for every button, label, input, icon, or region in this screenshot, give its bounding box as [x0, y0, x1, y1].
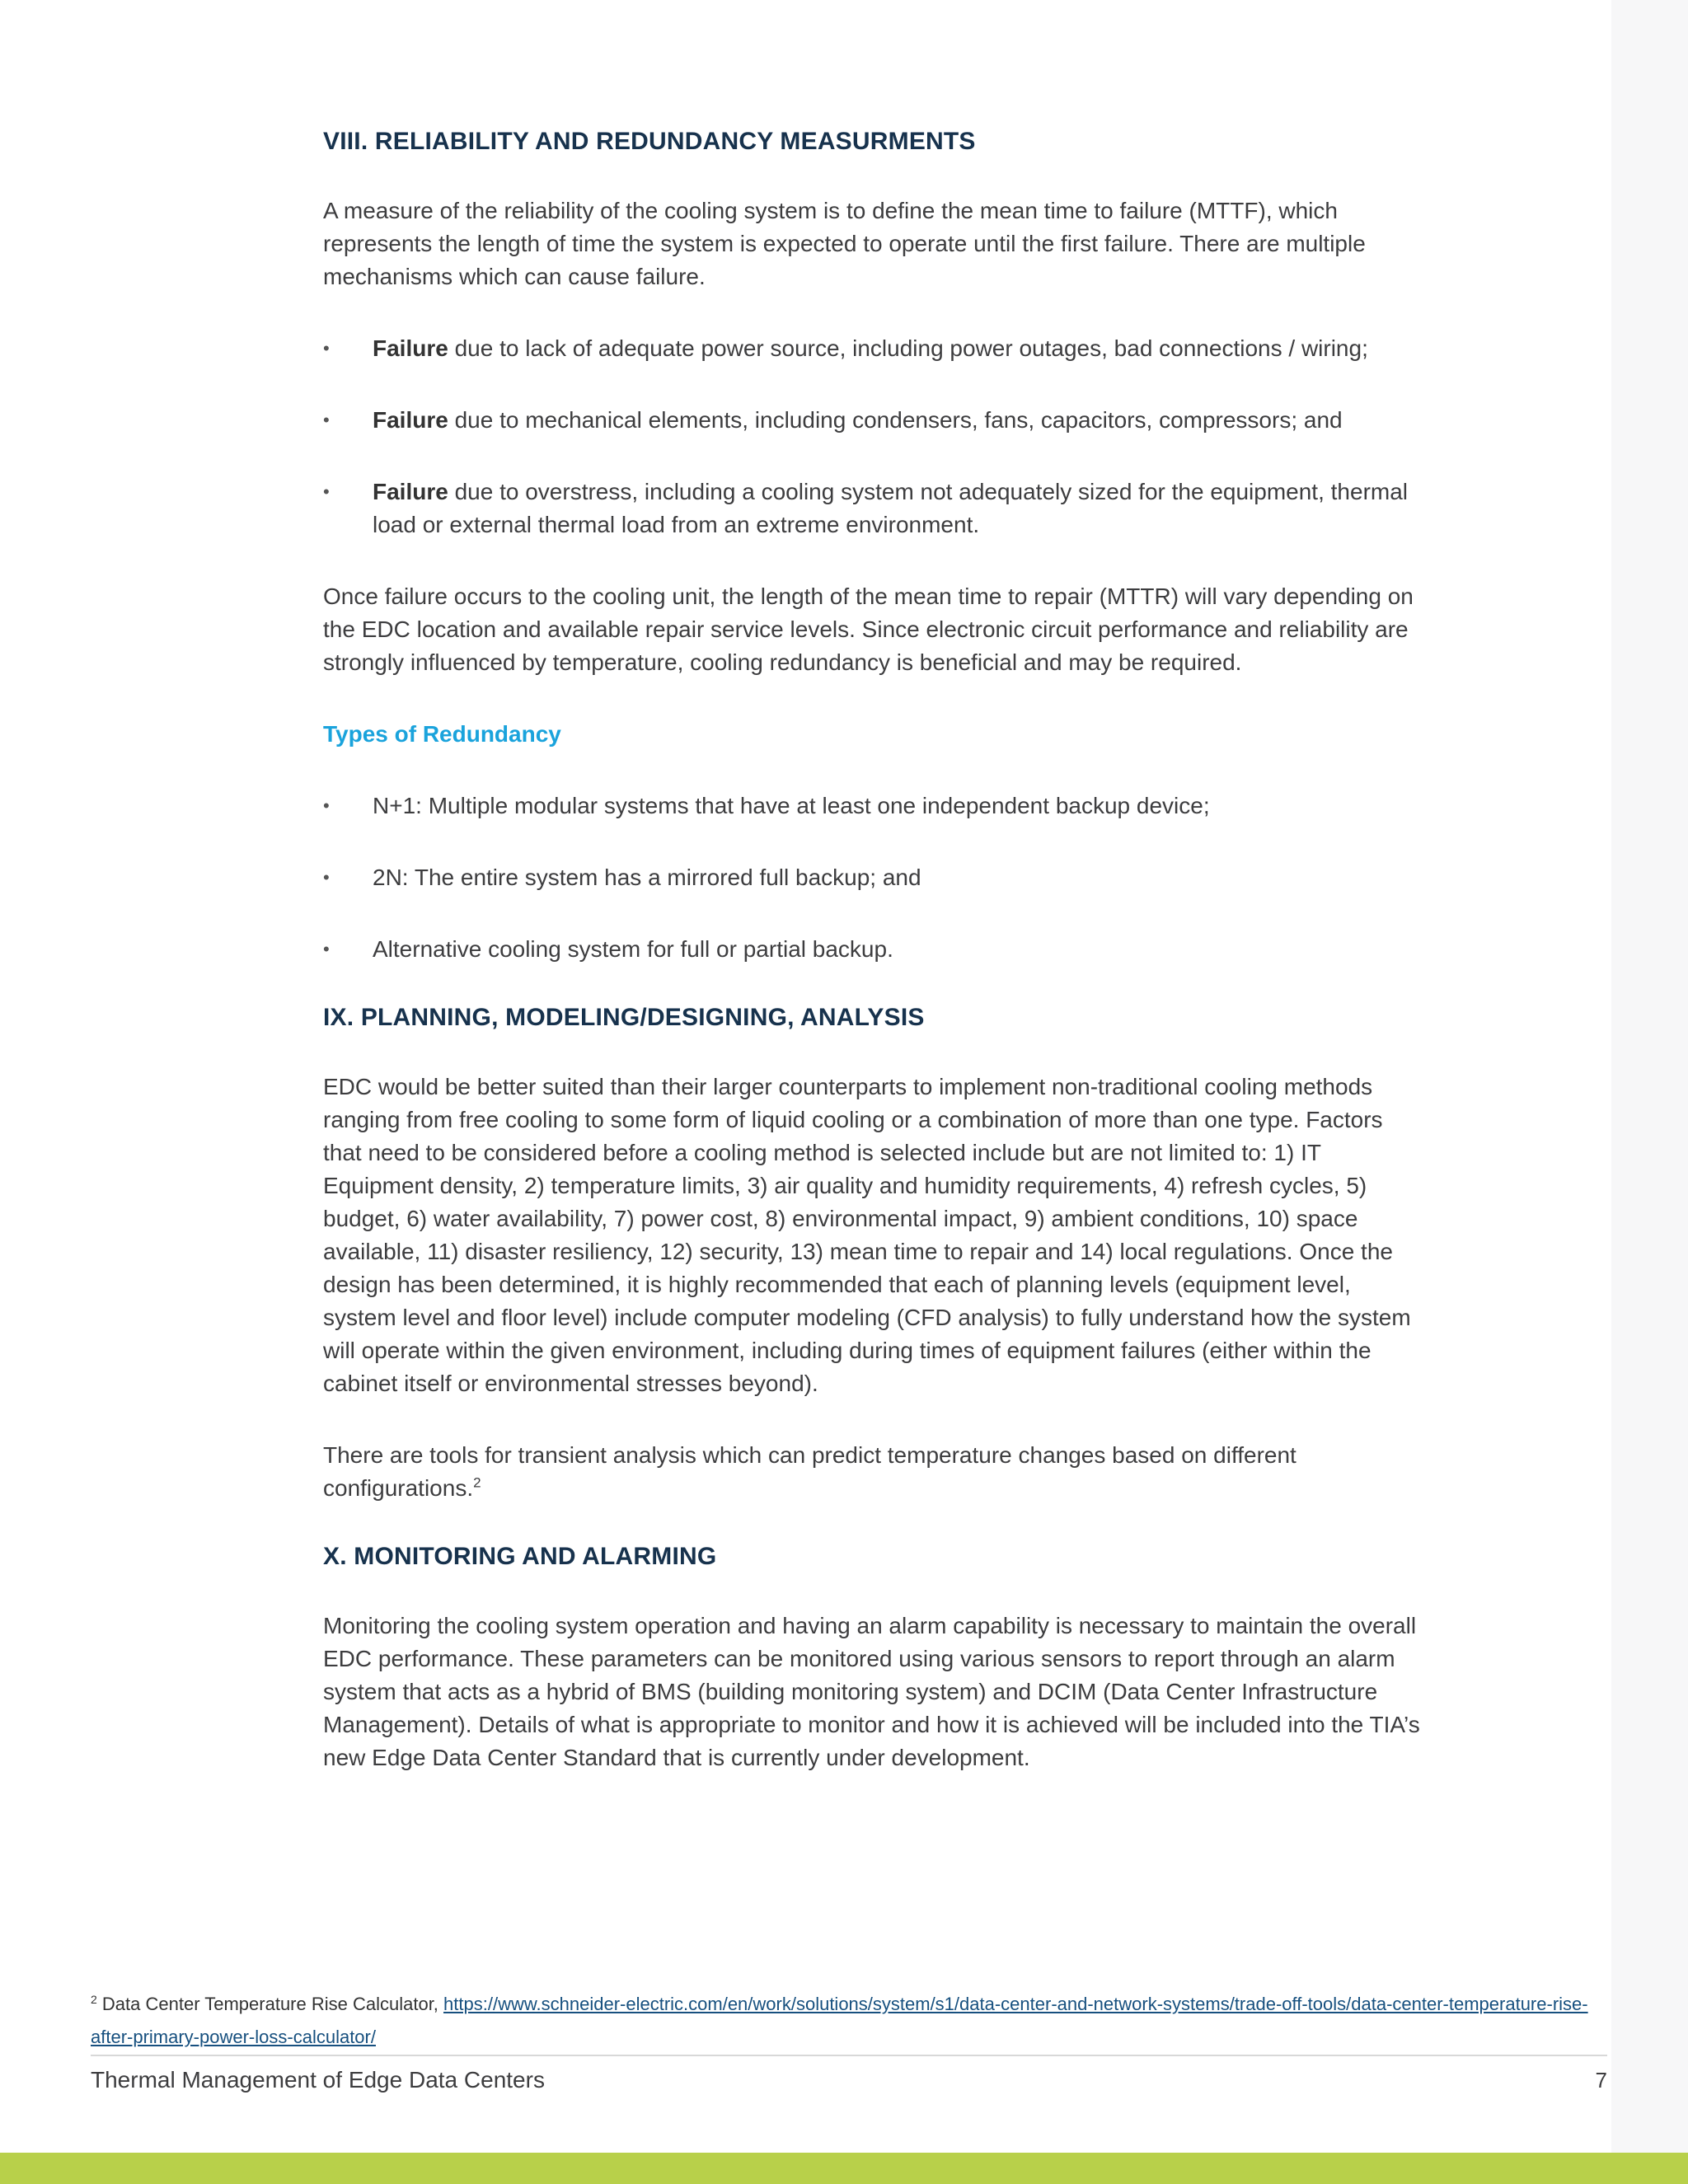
list-item [323, 404, 1428, 437]
paragraph-monitoring: Monitoring the cooling system operation and having an alarm capability is necessary to maintain the overall EDC performance. These parameters can be monitored using various sensors to report through an alarm system that acts as a hybrid of BMS (building monitoring system) and DCIM (Data Center Infrastructure Management). Details of what is appropriate to monitor and how it is achieved will be included into the TIA’s new Edge Data Center Standard that is currently under development. [323, 1613, 1420, 1770]
paragraph-transient-text: There are tools for transient analysis which can predict temperature changes based on different configurations. [323, 1442, 1296, 1501]
bullet-lead: Failure [373, 335, 448, 361]
bullet-text: N+1: Multiple modular systems that have at least one independent backup device; [373, 793, 1210, 818]
footer-divider [91, 2055, 1607, 2056]
redundancy-list [323, 790, 1428, 823]
list-item [323, 332, 1428, 365]
footnote-reference[interactable]: 2 [473, 1474, 481, 1491]
page-content [323, 122, 1428, 1774]
bullet-lead: Failure [373, 479, 448, 504]
paragraph-mttf: A measure of the reliability of the cooling system is to define the mean time to failure (MTTF), which represents the length of time the system is expected to operate until the first failure. There are multiple mechanisms which can cause failure. [323, 198, 1366, 289]
redundancy-list [323, 861, 1428, 894]
failure-list [323, 332, 1428, 365]
paragraph-mttr: Once failure occurs to the cooling unit, the length of the mean time to repair (MTTR) will vary depending on the EDC location and available repair service levels. Since electronic circuit performance and reliability are strongly influenced by temperature, cooling redundancy is beneficial and may be required. [323, 583, 1414, 675]
bullet-lead: Failure [373, 407, 448, 433]
redundancy-list [323, 933, 1428, 966]
section-heading-reliability: VIII. RELIABILITY AND REDUNDANCY MEASURMENTS [323, 128, 976, 155]
section-heading-monitoring: X. MONITORING AND ALARMING [323, 1543, 717, 1570]
footnote-number: 2 [91, 1993, 97, 2006]
failure-list [323, 476, 1428, 541]
bullet-icon: • [323, 867, 330, 888]
bullet-text: Alternative cooling system for full or partial backup. [373, 936, 893, 962]
bullet-icon: • [323, 939, 330, 959]
bullet-icon: • [323, 481, 330, 502]
bullet-icon: • [323, 410, 330, 430]
footnote [91, 1983, 1607, 2054]
footer-accent-bar [0, 2153, 1688, 2184]
page-number: 7 [1595, 2068, 1607, 2093]
subheading-types-of-redundancy: Types of Redundancy [323, 721, 561, 747]
list-item [323, 790, 1428, 823]
page-edge-shade [1611, 0, 1688, 2153]
list-item [323, 861, 1428, 894]
paragraph-planning: EDC would be better suited than their larger counterparts to implement non-traditional cooling methods ranging from free cooling to some form of liquid cooling or a combination of more than one type. Factors that need to be considered before a cooling method is selected include but are not limited to: 1) IT Equipment density, 2) temperature limits, 3) air quality and humidity requirements, 4) refresh cycles, 5) budget, 6) water availability, 7) power cost, 8) environmental impact, 9) ambient conditions, 10) space available, 11) disaster resiliency, 12) security, 13) mean time to repair and 14) local regulations. Once the design has been determined, it is highly recommended that each of planning levels (equipment level, system level and floor level) include computer modeling (CFD analysis) to fully understand how the system will operate within the given environment, including during times of equipment failures (either within the cabinet itself or environmental stresses beyond). [323, 1074, 1411, 1396]
bullet-icon: • [323, 795, 330, 816]
bullet-icon: • [323, 338, 330, 359]
bullet-text: due to overstress, including a cooling system not adequately sized for the equipment, thermal load or external thermal load from an extreme environment. [373, 479, 1409, 537]
footer-document-title: Thermal Management of Edge Data Centers [91, 2067, 545, 2093]
failure-list [323, 404, 1428, 437]
paragraph-transient-analysis [323, 1439, 1428, 1505]
bullet-text: 2N: The entire system has a mirrored full backup; and [373, 865, 921, 890]
list-item [323, 933, 1428, 966]
footnote-link[interactable]: https://www.schneider-electric.com/en/work/solutions/system/s1/data-center-and-network-systems/trade-off-tools/data-center-temperature-rise-after-primary-power-loss-calculator/ [91, 1994, 1588, 2047]
section-heading-planning: IX. PLANNING, MODELING/DESIGNING, ANALYSIS [323, 1004, 925, 1031]
list-item [323, 476, 1428, 541]
bullet-text: due to mechanical elements, including condensers, fans, capacitors, compressors; and [448, 407, 1343, 433]
bullet-text: due to lack of adequate power source, including power outages, bad connections / wiring; [448, 335, 1368, 361]
footnote-text: Data Center Temperature Rise Calculator, [96, 1994, 444, 2014]
